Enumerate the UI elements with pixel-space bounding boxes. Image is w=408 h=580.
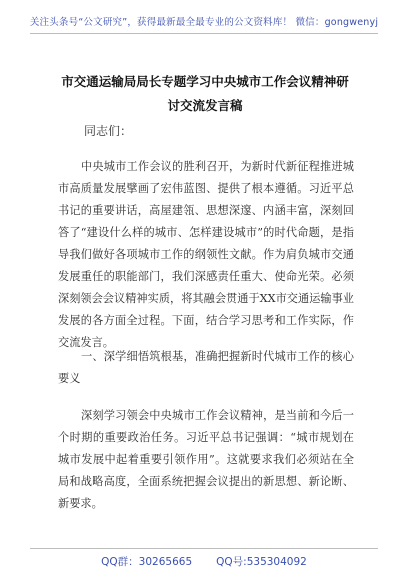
footer xyxy=(0,554,408,569)
section-heading-1: 一、深学细悟筑根基，准确把握新时代城市工作的核心要义 xyxy=(58,350,354,385)
footer-qq-group: QQ群：30265665 xyxy=(101,556,193,568)
salutation: 同志们： xyxy=(84,124,133,138)
header-note: 关注头条号“公文研究”，获得最新最全最专业的公文资料库！ 微信：gongwenyj xyxy=(29,17,379,28)
paragraph-intro: 中央城市工作会议的胜利召开，为新时代新征程推进城市高质量发展擘画了宏伟蓝图、提供了根本遵循。习近平总书记的重要讲话，高屋建瓴、思想深邃、内涵丰富，深刻回答了“建设什么样的城市、怎样建设城市”的时代命题，是指导我们做好各项城市工作的纲领性文献。作为肩负城市交通发展重任的职能部门，我们深感责任重大、使命光荣。必须深刻领会会议精神实质，将其融会贯通于XX市交通运输事业发展的各方面全过程。下面，结合学习思考和工作实际，作交流发言。 xyxy=(58,160,354,349)
footer-divider xyxy=(30,548,378,549)
paragraph-section-1: 深刻学习领会中央城市工作会议精神，是当前和今后一个时期的重要政治任务。习近平总书记强调：“城市规划在城市发展中起着重要引领作用”。这就要求我们必须站在全局和战略高度，全面系统把握会议提出的新思想、新论断、新要求。 xyxy=(58,409,354,510)
header-divider xyxy=(30,33,378,34)
footer-qq-number: QQ号:535304092 xyxy=(216,556,307,568)
document-title: 市交通运输局局长专题学习中央城市工作会议精神研讨交流发言稿 xyxy=(61,74,349,113)
